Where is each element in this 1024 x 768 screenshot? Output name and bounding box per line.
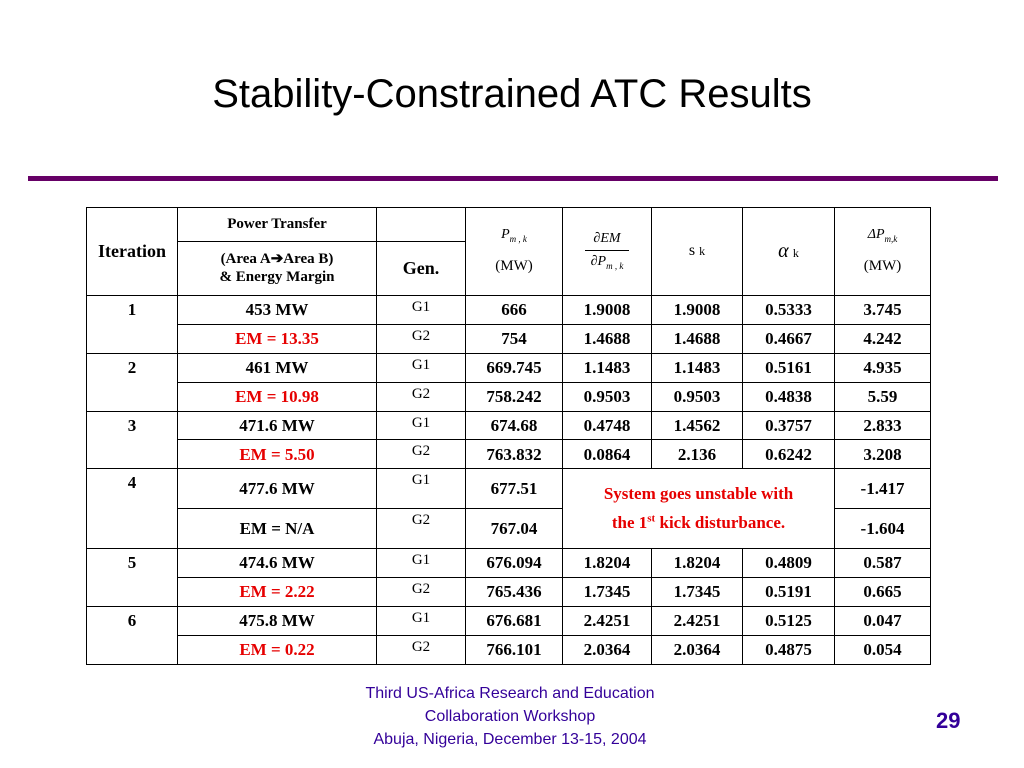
table-row: 4 477.6 MW G1 677.51 System goes unstable with the 1st kick disturbance. -1.417 [87, 469, 931, 509]
header-s-k: s k [652, 208, 743, 296]
header-power-transfer: Power Transfer [178, 208, 377, 242]
title-rule [28, 176, 998, 181]
energy-margin: EM = 2.22 [178, 578, 377, 607]
footer-line-1: Third US-Africa Research and Education [365, 685, 655, 702]
energy-margin: EM = 5.50 [178, 440, 377, 469]
table-row: 1 453 MW G1 666 1.9008 1.9008 0.5333 3.745 [87, 296, 931, 325]
table-row: EM = 5.50 G2 763.832 0.0864 2.136 0.6242 3.208 [87, 440, 931, 469]
footer-line-3: Abuja, Nigeria, December 13-15, 2004 [373, 731, 647, 748]
header-area-energy-margin: (Area A➔Area B) & Energy Margin [178, 242, 377, 296]
energy-margin: EM = 0.22 [178, 635, 377, 664]
table-row: EM = 10.98 G2 758.242 0.9503 0.9503 0.4838 5.59 [87, 382, 931, 411]
energy-margin: EM = N/A [178, 509, 377, 549]
header-dem-dpm: $\frac{\partial EM}{\partial P_{m , k}}$ [563, 208, 652, 296]
arrow-right-icon: ➔ [270, 251, 284, 268]
footer [0, 682, 1020, 751]
header-pm: $P_{m , k}$ (MW) [466, 208, 563, 296]
table-row: EM = 2.22 G2 765.436 1.7345 1.7345 0.5191 0.665 [87, 578, 931, 607]
table-row: 6 475.8 MW G1 676.681 2.4251 2.4251 0.5125 0.047 [87, 607, 931, 636]
table-row: 3 471.6 MW G1 674.68 0.4748 1.4562 0.3757 2.833 [87, 411, 931, 440]
header-blank [377, 208, 466, 242]
energy-margin: EM = 13.35 [178, 324, 377, 353]
table-row: EM = 13.35 G2 754 1.4688 1.4688 0.4667 4.242 [87, 324, 931, 353]
table-row: EM = 0.22 G2 766.101 2.0364 2.0364 0.4875 0.054 [87, 635, 931, 664]
header-iteration: Iteration [87, 208, 178, 296]
page-number: 29 [936, 708, 961, 733]
header-alpha-k: α k [743, 208, 835, 296]
atc-results-table [86, 207, 931, 665]
table-row: 5 474.6 MW G1 676.094 1.8204 1.8204 0.4809 0.587 [87, 549, 931, 578]
unstable-note: System goes unstable with the 1st kick disturbance. [563, 469, 835, 549]
slide-title: Stability-Constrained ATC Results [212, 72, 812, 116]
table-row: EM = N/A G2 767.04 -1.604 [87, 509, 931, 549]
footer-line-2: Collaboration Workshop [424, 708, 596, 725]
energy-margin: EM = 10.98 [178, 382, 377, 411]
table-row: 2 461 MW G1 669.745 1.1483 1.1483 0.5161 4.935 [87, 353, 931, 382]
header-delta-pm: $\Delta P_{m,k}$ (MW) [835, 208, 931, 296]
header-gen: Gen. [377, 242, 466, 296]
